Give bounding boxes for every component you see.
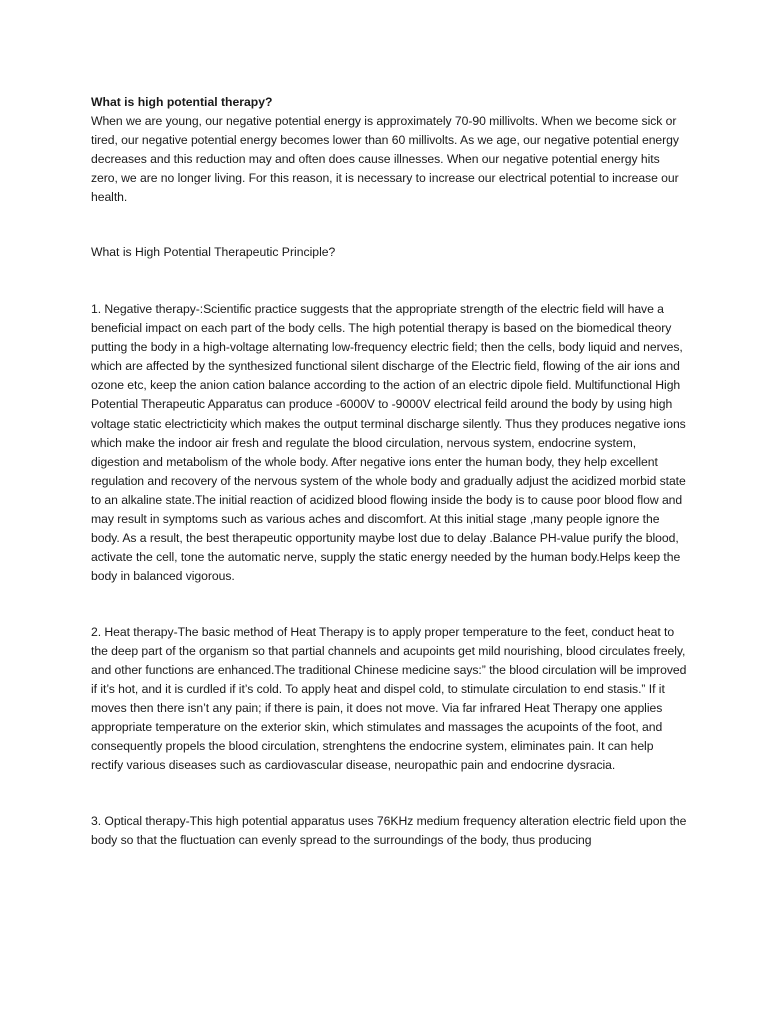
intro-paragraph: When we are young, our negative potential energy is approximately 70-90 millivolts. When we become sick or tired, our negative potential energy becomes lower than 60 millivolts. As we age, our negative potential energy decreases and this reduction may and often does cause illnesses. When our negative potential energy hits zero, we are no longer living. For this reason, it is necessary to increase our electrical potential to increase our health. bbox=[91, 114, 679, 205]
section-negative-therapy: 1. Negative therapy-:Scientific practice suggests that the appropriate strength of the electric field will have a beneficial impact on each part of the body cells. The high potential therapy is based on the biomedical theory putting the body in a high-voltage alternating low-frequency electric field; then the cells, body liquid and nerves, which are affected by the synthesized functional silent discharge of the Electric field, flowing of the air ions and ozone etc, keep the anion cation balance according to the action of an electric dipole field. Multifunctional High Potential Therapeutic Apparatus can produce -6000V to -9000V electrical feild around the body by using high voltage static electricticity which makes the output terminal discharge silently. Thus they produces negative ions which make the indoor air fresh and regulate the blood circulation, nervous system, endocrine system, digestion and metabolism of the whole body. After negative ions enter the human body, they help excellent regulation and recovery of the nervous system of the whole body and gradually adjust the acidized morbid state to an alkaline state.The initial reaction of acidized blood flowing inside the body is to cause poor blood flow and may result in symptoms such as various aches and discomfort. At this initial stage ,many people ignore the body. As a result, the best therapeutic opportunity maybe lost due to delay .Balance PH-value purify the blood, activate the cell, tone the automatic nerve, supply the static energy needed by the human body.Helps keep the body in balanced vigorous. bbox=[91, 302, 686, 583]
principle-subheading: What is High Potential Therapeutic Principle? bbox=[91, 245, 336, 260]
document-title: What is high potential therapy? bbox=[91, 95, 273, 109]
section-heat-therapy: 2. Heat therapy-The basic method of Heat Therapy is to apply proper temperature to the feet, conduct heat to the deep part of the organism so that partial channels and acupoints get mild nourishing, blood circulates freely, and other functions are enhanced.The traditional Chinese medicine says:” the blood circulation will be improved if it’s hot, and it is curdled if it’s cold. To apply heat and dispel cold, to stimulate circulation to end stasis.” If it moves then there isn’t any pain; if there is pain, it does not move. Via far infrared Heat Therapy one applies appropriate temperature on the exterior skin, which stimulates and massages the acupoints of the foot, and consequently propels the blood circulation, strenghtens the endocrine system, eliminates pain. It can help rectify various diseases such as cardiovascular disease, neuropathic pain and endocrine dysracia. bbox=[91, 624, 687, 773]
section-optical-therapy: 3. Optical therapy-This high potential apparatus uses 76KHz medium frequency alteration electric field upon the body so that the fluctuation can evenly spread to the surroundings of the body, thus producing bbox=[91, 814, 687, 848]
document-page bbox=[91, 93, 687, 850]
